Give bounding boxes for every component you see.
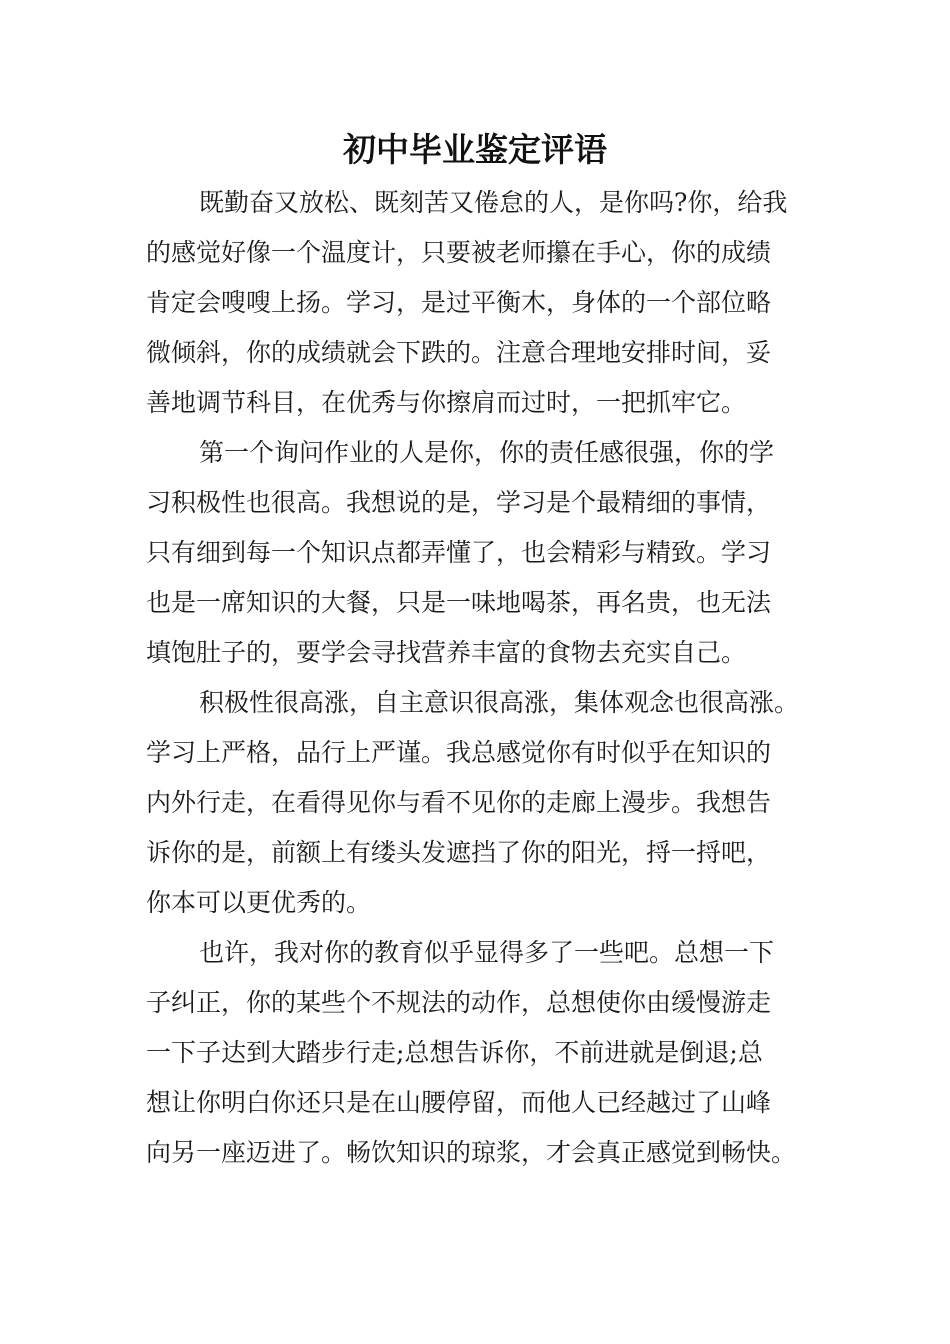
paragraph-line: 习积极性也很高。我想说的是，学习是个最精细的事情， [146,488,772,517]
paragraph-line: 诉你的是，前额上有缕头发遮挡了你的阳光，捋一捋吧， [146,838,772,867]
paragraph-line: 既勤奋又放松、既刻苦又倦怠的人，是你吗?你，给我 [199,188,788,217]
document-body [146,178,814,1178]
paragraph-line: 善地调节科目，在优秀与你擦肩而过时，一把抓牢它。 [146,388,747,417]
document-title: 初中毕业鉴定评语 [343,130,607,169]
paragraph-line: 的感觉好像一个温度计，只要被老师攥在手心，你的成绩 [146,238,772,267]
paragraph-line: 填饱肚子的，要学会寻找营养丰富的食物去充实自己。 [146,638,747,667]
paragraph-line: 一下子达到大踏步行走;总想告诉你，不前进就是倒退;总 [146,1038,763,1067]
paragraph-2 [146,428,814,678]
paragraph-line: 也许，我对你的教育似乎显得多了一些吧。总想一下 [199,938,775,967]
paragraph-3 [146,678,814,928]
paragraph-line: 积极性很高涨，自主意识很高涨，集体观念也很高涨。 [199,688,800,717]
paragraph-line: 想让你明白你还只是在山腰停留，而他人已经越过了山峰 [146,1088,772,1117]
paragraph-line: 微倾斜，你的成绩就会下跌的。注意合理地安排时间，妥 [146,338,772,367]
paragraph-line: 学习上严格，品行上严谨。我总感觉你有时似乎在知识的 [146,738,772,767]
paragraph-line: 也是一席知识的大餐，只是一味地喝茶，再名贵，也无法 [146,588,772,617]
paragraph-line: 只有细到每一个知识点都弄懂了，也会精彩与精致。学习 [146,538,772,567]
paragraph-line: 第一个询问作业的人是你，你的责任感很强，你的学 [199,438,775,467]
paragraph-line: 你本可以更优秀的。 [146,888,372,917]
paragraph-line: 向另一座迈进了。畅饮知识的琼浆，才会真正感觉到畅快。 [146,1138,797,1167]
paragraph-line: 肯定会嗖嗖上扬。学习，是过平衡木，身体的一个部位略 [146,288,772,317]
paragraph-line: 子纠正，你的某些个不规法的动作，总想使你由缓慢游走 [146,988,772,1017]
paragraph-1 [146,178,814,428]
paragraph-line: 内外行走，在看得见你与看不见你的走廊上漫步。我想告 [146,788,772,817]
paragraph-4 [146,928,814,1178]
